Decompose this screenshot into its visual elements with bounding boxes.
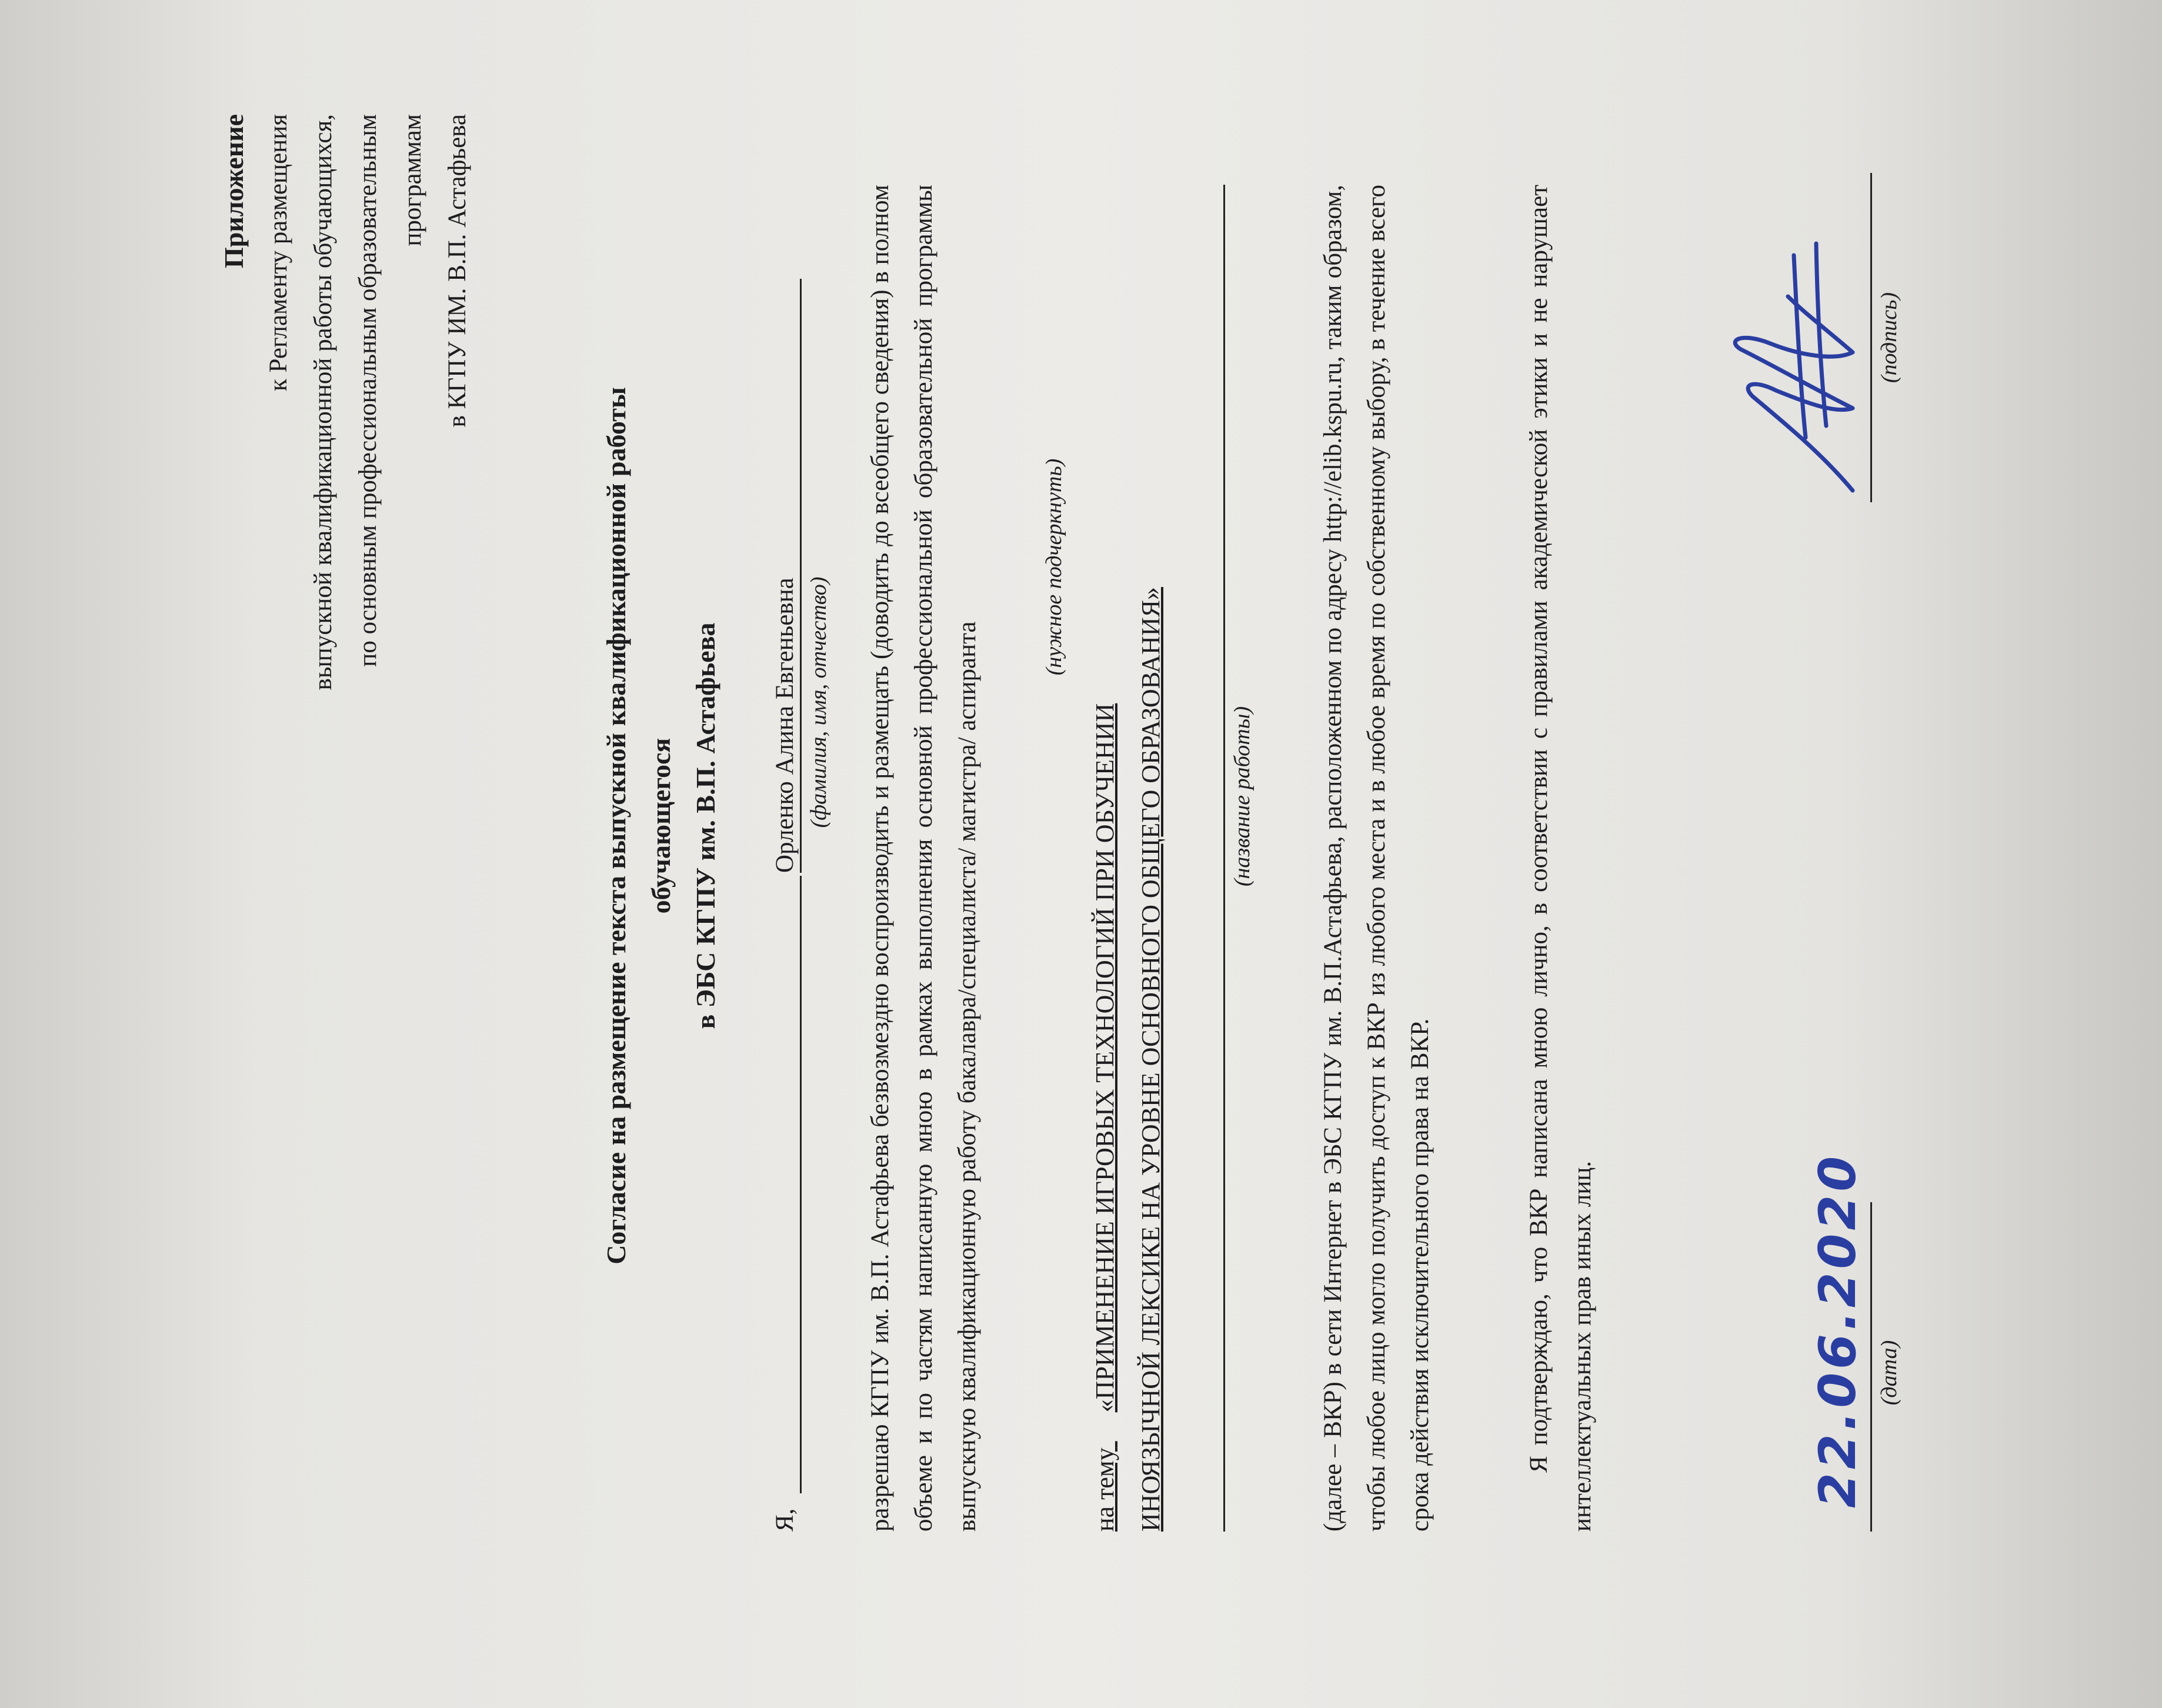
topic-caption: (название работы)	[1230, 706, 1255, 887]
thesis-topic	[1082, 185, 1174, 1532]
header-line-1: к Регламенту размещения	[265, 114, 292, 392]
underline-caption: (нужное подчеркнуть)	[1042, 458, 1066, 676]
header-line-4: в КГПУ ИМ. В.П. Астафьева	[443, 114, 471, 428]
name-prefix: Я,	[771, 1508, 799, 1532]
signature-line	[1870, 173, 1872, 502]
name-underline	[800, 876, 802, 1493]
header-line-2: выпускной квалификационной работы обучающихся,	[309, 114, 337, 690]
topic-bottom-line	[1223, 185, 1225, 1532]
signature-mark	[1717, 179, 1876, 508]
name-caption: (фамилия, имя, отчество)	[806, 576, 831, 828]
appendix-header	[212, 114, 480, 796]
title-line-2: обучающегося	[646, 738, 676, 914]
header-line-3: по основным профессиональным образовательным программам	[354, 114, 426, 667]
confirm-paragraph: Я подтверждаю, что ВКР написана мною лично, в соответствии с правилами академической этики и не нарушает интеллектуальных прав иных лиц.	[1525, 185, 1596, 1532]
student-name: Орленко Алина Евгеньевна	[771, 578, 799, 873]
signature-caption: (подпись)	[1877, 292, 1901, 383]
handwritten-date: 22.06.2020	[1809, 1152, 1867, 1508]
name-underline-2	[800, 279, 802, 873]
topic-prefix: на тему	[1090, 1447, 1119, 1532]
document-title	[594, 61, 728, 1590]
date-caption: (дата)	[1877, 1340, 1901, 1406]
topic-title-2: ИНОЯЗЫЧНОЙ ЛЕКСИКЕ НА УРОВНЕ ОСНОВНОГО ОБЩЕГО ОБРАЗОВАНИЯ»	[1136, 587, 1165, 1532]
appendix-title: Приложение	[219, 114, 249, 269]
topic-line-1	[1082, 185, 1128, 1532]
permission-paragraph: разрешаю КГПУ им. В.П. Астафьева безвозмездно воспроизводить и размещать (доводить до всеобщего сведения) в полном объеме и по частям написанную мною в рамках выполнения основной профессиональной образовательной программы выпускную квалификационную работу бакалавра/специалиста/ магистра/ аспиранта	[866, 185, 981, 1532]
title-line-3: в ЭБС КГПУ им. В.П. Астафьева	[690, 622, 720, 1029]
topic-gap	[1082, 1412, 1128, 1447]
date-line	[1870, 1202, 1872, 1532]
title-line-1: Согласие на размещение текста выпускной квалификационной работы	[601, 387, 631, 1265]
topic-title-1: «ПРИМЕНЕНИЕ ИГРОВЫХ ТЕХНОЛОГИЙ ПРИ ОБУЧЕНИИ	[1090, 703, 1119, 1413]
access-paragraph: (далее – ВКР) в сети Интернет в ЭБС КГПУ им. В.П.Астафьева, расположенном по адресу http://elib.kspu.ru, таким образом, чтобы любое лицо могло получить доступ к ВКР из любого места и в любое время по собственному выбору, в течение всего срока действия исключительного права на ВКР.	[1319, 185, 1434, 1532]
